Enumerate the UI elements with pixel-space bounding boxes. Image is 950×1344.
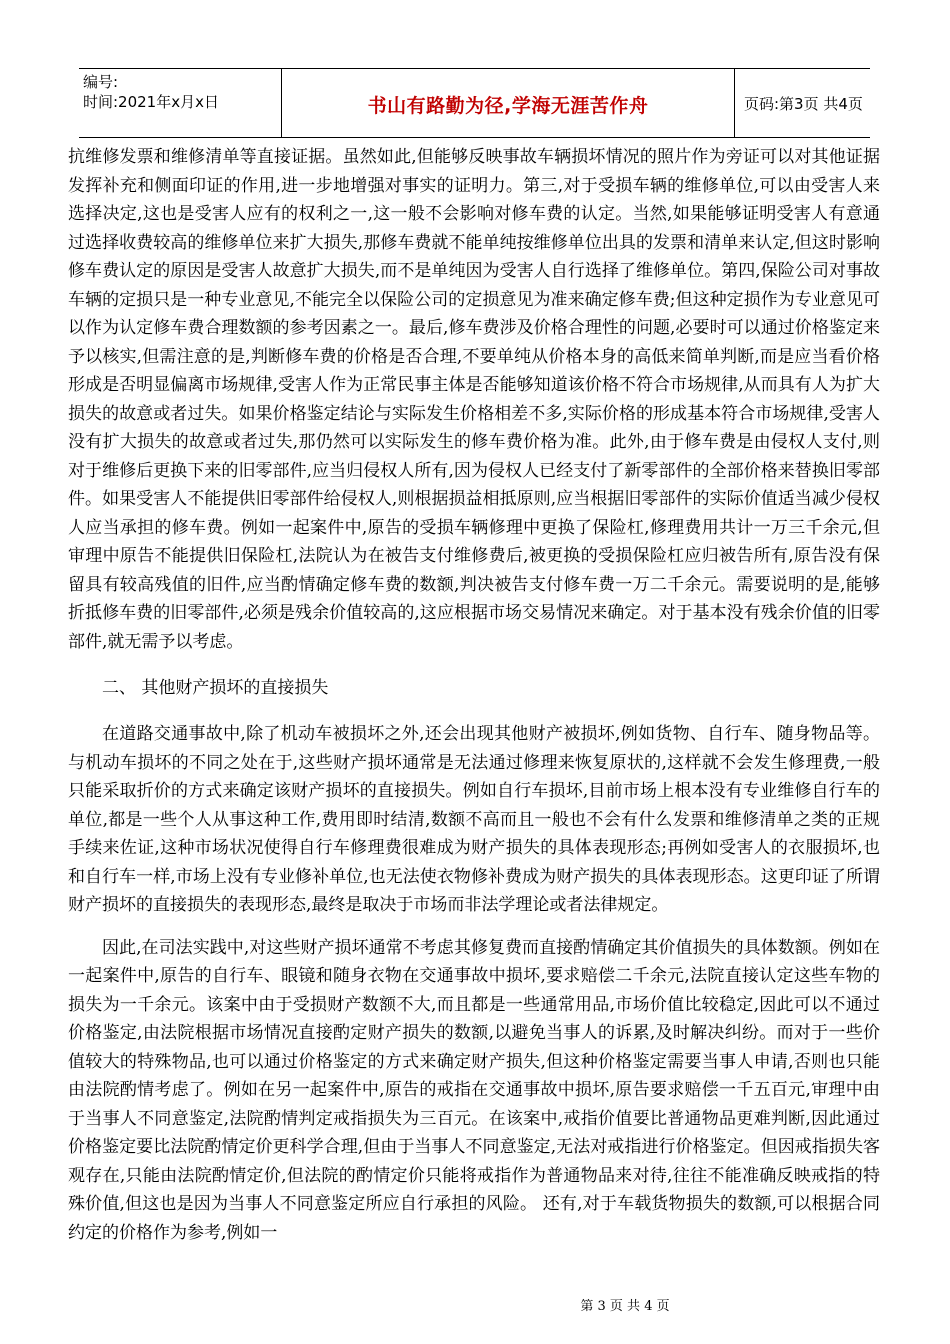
body-paragraph-3: 因此,在司法实践中,对这些财产损坏通常不考虑其修复费而直接酌情确定其价值损失的具体数额。例如在一起案件中,原告的自行车、眼镜和随身衣物在交通事故中损坏,要求赔偿二千余元,法院直接认定这些车物的损失为一千余元。该案中由于受损财产数额不大,而且都是一些通常用品,市场价值比较稳定,因此可以不通过价格鉴定,由法院根据市场情况直接酌定财产损失的数额,以避免当事人的诉累,及时解决纠纷。而对于一些价值较大的特殊物品,也可以通过价格鉴定的方式来确定财产损失,但这种价格鉴定需要当事人申请,否则也只能由法院酌情考虑了。例如在另一起案件中,原告的戒指在交通事故中损坏,原告要求赔偿一千五百元,审理中由于当事人不同意鉴定,法院酌情判定戒指损失为三百元。在该案中,戒指价值要比普通物品更难判断,因此通过价格鉴定要比法院酌情定价更科学合理,但由于当事人不同意鉴定,无法对戒指进行价格鉴定。但因戒指损失客观存在,只能由法院酌情定价,但法院的酌情定价只能将戒指作为普通物品来对待,往往不能准确反映戒指的特殊价值,但这也是因为当事人不同意鉴定所应自行承担的风险。 还有,对于车载货物损失的数额,可以根据合同约定的价格作为参考,例如一 xyxy=(68,937,880,1243)
section-heading-2: 二、 其他财产损坏的直接损失 xyxy=(102,678,329,698)
paragraph-gap xyxy=(68,920,880,934)
header-page-cell xyxy=(734,69,870,137)
body-paragraph-1: 抗维修发票和维修清单等直接证据。虽然如此,但能够反映事故车辆损坏情况的照片作为旁证可以对其他证据发挥补充和侧面印证的作用,进一步地增强对事实的证明力。第三,对于受损车辆的维修单位,可以由受害人来选择决定,这也是受害人应有的权利之一,这一般不会影响对修车费的认定。当然,如果能够证明受害人有意通过选择收费较高的维修单位来扩大损失,那修车费就不能单纯按维修单位出具的发票和清单来认定,但这时影响修车费认定的原因是受害人故意扩大损失,而不是单纯因为受害人自行选择了维修单位。第四,保险公司对事故车辆的定损只是一种专业意见,不能完全以保险公司的定损意见为准来确定修车费;但这种定损作为专业意见可以作为认定修车费合理数额的参考因素之一。最后,修车费涉及价格合理性的问题,必要时可以通过价格鉴定来予以核实,但需注意的是,判断修车费的价格是否合理,不要单纯从价格本身的高低来简单判断,而是应当看价格形成是否明显偏离市场规律,受害人作为正常民事主体是否能够知道该价格不符合市场规律,从而具有人为扩大损失的故意或者过失。如果价格鉴定结论与实际发生价格相差不多,实际价格的形成基本符合市场规律,受害人没有扩大损失的故意或者过失,那仍然可以实际发生的修车费价格为准。此外,由于修车费是由侵权人支付,则对于维修后更换下来的旧零部件,应当归侵权人所有,因为侵权人已经支付了新零部件的全部价格来替换旧零部件。如果受害人不能提供旧零部件给侵权人,则根据损益相抵原则,应当根据旧零部件的实际价值适当减少侵权人应当承担的修车费。例如一起案件中,原告的受损车辆修理中更换了保险杠,修理费用共计一万三千余元,但审理中原告不能提供旧保险杠,法院认为在被告支付维修费后,被更换的受损保险杠应归被告所有,原告没有保留具有较高残值的旧件,应当酌情确定修车费的数额,判决被告支付修车费一万二千余元。需要说明的是,能够折抵修车费的旧零部件,必须是残余价值较高的,这应根据市场交易情况来确定。对于基本没有残余价值的旧零部件,就无需予以考虑。 xyxy=(68,147,880,652)
header-motto-cell xyxy=(281,69,735,137)
page-header xyxy=(79,68,870,138)
header-left-cell xyxy=(79,69,281,137)
header-motto: 书山有路勤为径,学海无涯苦作舟 xyxy=(367,95,649,117)
footer-page-number: 第 3 页 共 4 页 xyxy=(580,1299,670,1314)
body-paragraph-2: 在道路交通事故中,除了机动车被损坏之外,还会出现其他财产被损坏,例如货物、自行车、随身物品等。与机动车损坏的不同之处在于,这些财产损坏通常是无法通过修理来恢复原状的,这样就不会发生修理费,一般只能采取折价的方式来确定该财产损坏的直接损失。例如自行车损坏,目前市场上根本没有专业维修自行车的单位,都是一些个人从事这种工作,费用即时结清,数额不高而且一般也不会有什么发票和维修清单之类的正规手续来佐证,这种市场状况使得自行车修理费很难成为财产损失的具体表现形态;再例如受害人的衣服损坏,也和自行车一样,市场上没有专业修补单位,也无法使衣物修补费成为财产损失的具体表现形态。这更印证了所谓财产损坏的直接损失的表现形态,最终是取决于市场而非法学理论或者法律规定。 xyxy=(68,724,880,915)
document-body xyxy=(68,143,880,1247)
header-page-number: 页码:第3页 共4页 xyxy=(744,95,863,113)
document-date-label: 时间:2021年x月x日 xyxy=(83,93,219,111)
page-footer xyxy=(0,1295,950,1314)
document-number-label: 编号: xyxy=(83,73,119,91)
